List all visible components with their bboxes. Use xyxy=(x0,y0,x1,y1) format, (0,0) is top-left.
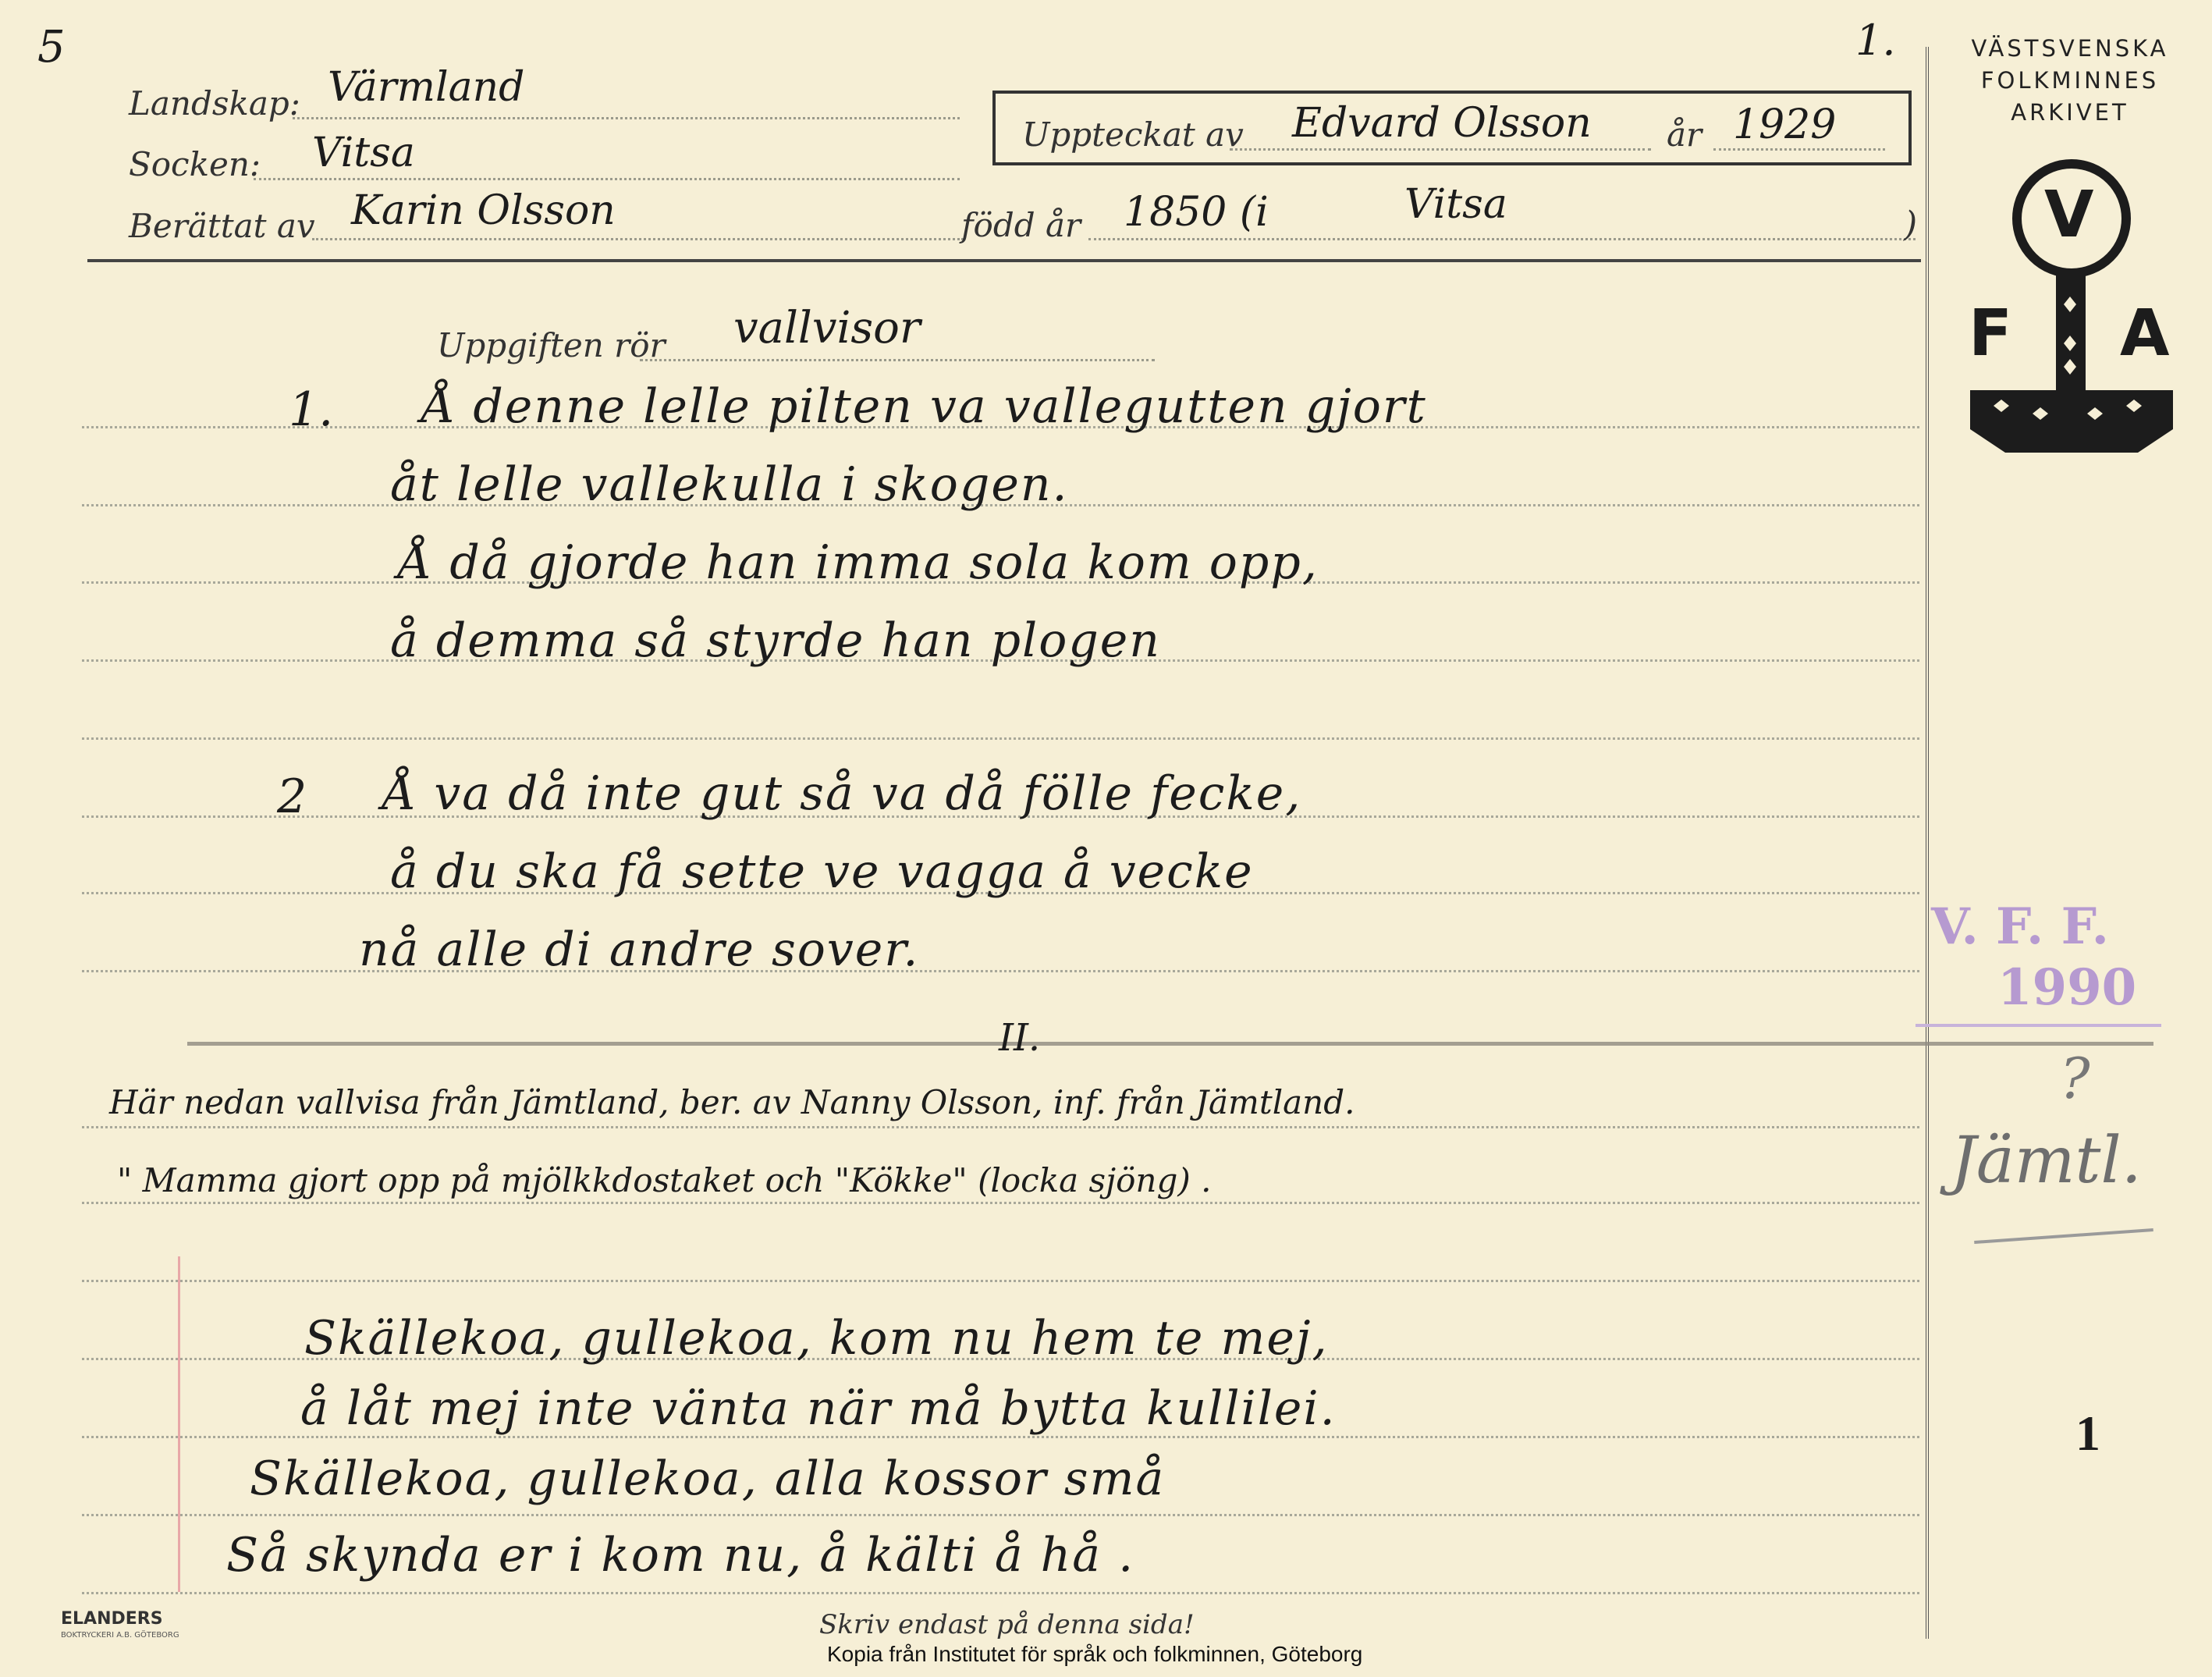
sidebar-divider xyxy=(1926,47,1929,1639)
upptecknat-value: Edvard Olsson xyxy=(1292,100,1592,147)
verse2-line: å du ska få sette ve vagga å vecke xyxy=(390,844,1254,899)
upptecknat-label: Uppteckat av xyxy=(1022,115,1244,154)
fodd-place: Vitsa xyxy=(1404,181,1507,228)
vff-stamp-line2: 1990 xyxy=(1997,958,2137,1017)
socken-underline xyxy=(254,178,960,180)
fodd-underline xyxy=(1088,238,1916,240)
ruled-line xyxy=(82,1202,1919,1204)
header-divider xyxy=(87,259,1921,262)
verse2-number: 2 xyxy=(277,769,307,824)
printer-mark: ELANDERS xyxy=(61,1609,163,1629)
ar-underline xyxy=(1713,148,1885,151)
berattat-label: Berättat av xyxy=(129,207,315,245)
archive-title-line1: VÄSTSVENSKA xyxy=(1971,35,2169,62)
archive-title xyxy=(1941,33,2199,129)
printer-subtitle: BOKTRYCKERI A.B. GÖTEBORG xyxy=(61,1631,179,1640)
section-verse-line: Skällekoa, gullekoa, alla kossor små xyxy=(250,1451,1166,1506)
margin-question: ? xyxy=(2060,1046,2090,1111)
item-number: 1 xyxy=(2075,1405,2100,1461)
section-verse-line: Så skynda er i kom nu, å kälti å hå . xyxy=(226,1528,1135,1583)
fodd-close-paren: ) xyxy=(1904,204,1918,244)
vff-stamp-line1: V. F. F. xyxy=(1931,897,2109,956)
topic-underline xyxy=(640,359,1155,361)
section-verse-line: å låt mej inte vänta när må bytta kullilei. xyxy=(300,1381,1337,1436)
logo-letter-v: V xyxy=(2044,178,2094,252)
topic-label: Uppgiften rör xyxy=(437,326,666,364)
verse1-line: åt lelle vallekulla i skogen. xyxy=(390,457,1069,512)
margin-line xyxy=(178,1256,180,1592)
berattat-underline xyxy=(312,238,964,240)
upptecknat-underline xyxy=(1230,148,1651,151)
ar-value: 1929 xyxy=(1733,101,1837,148)
landskap-underline xyxy=(293,117,960,119)
ruled-line xyxy=(82,737,1919,740)
verse1-line: Å då gjorde han imma sola kom opp, xyxy=(398,535,1319,590)
fodd-label: född år xyxy=(961,206,1081,244)
verse1-line: å demma så styrde han plogen xyxy=(390,613,1161,668)
verse2-line: Å va då inte gut så va då fölle fecke, xyxy=(382,766,1302,821)
vfa-logo xyxy=(1947,156,2189,468)
section-numeral: II. xyxy=(999,1016,1041,1060)
verse1-number: 1. xyxy=(289,382,334,437)
upptecknat-box xyxy=(992,91,1912,165)
archive-title-line3: ARKIVET xyxy=(2011,99,2129,126)
ar-label: år xyxy=(1667,115,1702,154)
logo-letter-f: F xyxy=(1969,297,2013,371)
top-page-number: 1. xyxy=(1855,16,1896,65)
ruled-line xyxy=(82,1436,1919,1438)
ruled-line xyxy=(82,1514,1919,1516)
landskap-value: Värmland xyxy=(328,64,525,111)
ruled-line xyxy=(82,1280,1919,1282)
ruled-line xyxy=(82,1126,1919,1128)
socken-label: Socken: xyxy=(129,145,261,183)
landskap-label: Landskap: xyxy=(129,84,300,123)
section-note: Här nedan vallvisa från Jämtland, ber. av Nanny Olsson, inf. från Jämtland. xyxy=(109,1083,1355,1121)
pencil-divider xyxy=(187,1042,2153,1046)
socken-value: Vitsa xyxy=(312,130,415,176)
section-note: " Mamma gjort opp på mjölkkdostaket och "Kökke" (locka sjöng) . xyxy=(117,1161,1212,1199)
corner-page-number: 5 xyxy=(37,22,66,73)
footer-instruction: Skriv endast på denna sida! xyxy=(819,1609,1195,1640)
fodd-value: 1850 (i xyxy=(1124,189,1269,236)
berattat-value: Karin Olsson xyxy=(351,187,616,234)
verse2-line: nå alle di andre sover. xyxy=(359,922,920,977)
verse1-line: Å denne lelle pilten va vallegutten gjort xyxy=(421,379,1427,434)
copy-note: Kopia från Institutet för språk och folkminnen, Göteborg xyxy=(827,1642,1363,1666)
ruled-line xyxy=(82,1592,1919,1594)
ruled-line xyxy=(82,970,1919,972)
margin-jamtl: Jämtl. xyxy=(1951,1124,2142,1198)
topic-value: vallvisor xyxy=(733,303,921,354)
margin-pencil-stroke xyxy=(1974,1228,2153,1244)
archive-title-line2: FOLKMINNES xyxy=(1980,67,2160,94)
logo-letter-a: A xyxy=(2120,297,2170,371)
section-verse-line: Skällekoa, gullekoa, kom nu hem te mej, xyxy=(304,1311,1329,1366)
vff-stamp-rule xyxy=(1916,1024,2161,1027)
